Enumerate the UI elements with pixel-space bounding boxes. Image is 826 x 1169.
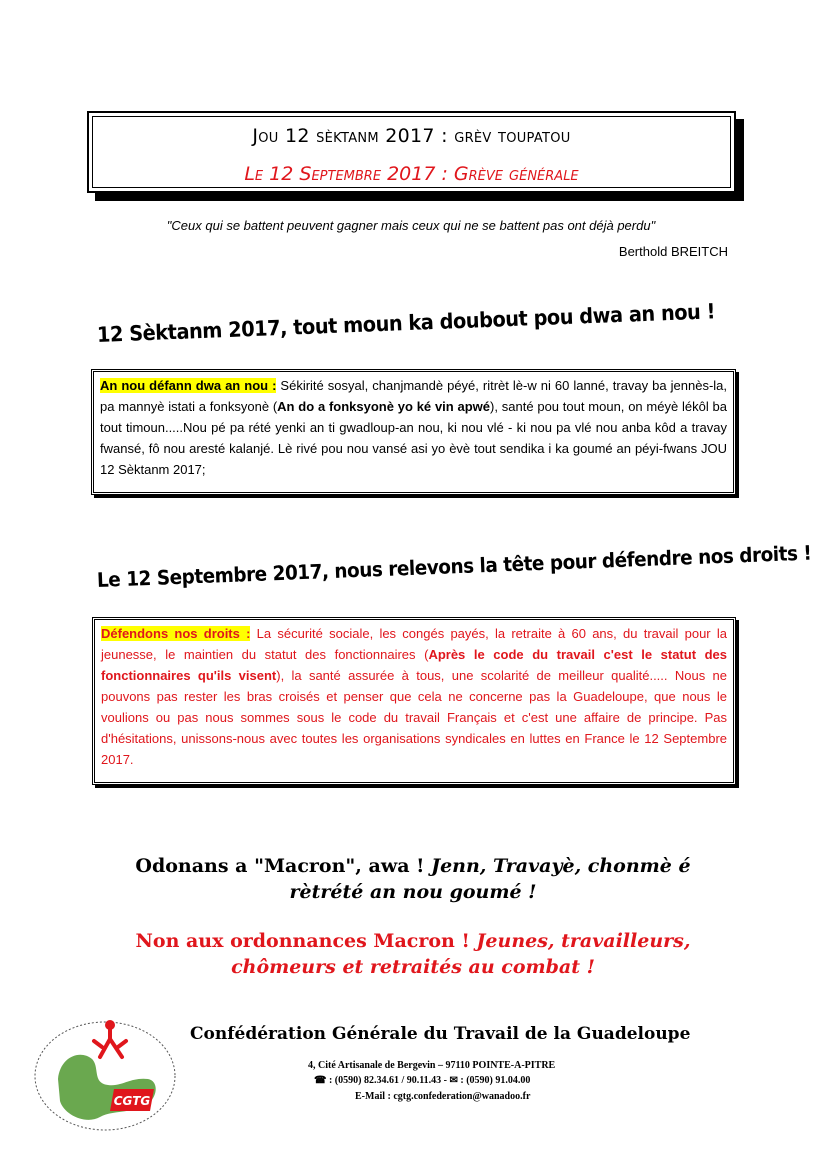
section1-text-a: Sékirité sosyal, chanjmandè péyé, ritrèt lè-w ni 60 lanné, travay ba jennès-la, pa mannyè istati a fonksyonè ( bbox=[100, 378, 728, 414]
section1-heading: 12 Sèktanm 2017, tout moun ka doubout pou dwa an nou ! bbox=[96, 299, 716, 347]
title-creole: Jou 12 sèktanm 2017 : grèv toupatou bbox=[252, 125, 571, 147]
quote-text: "Ceux qui se battent peuvent gagner mais ceux qui ne se battent pas ont déjà perdu" bbox=[166, 218, 656, 233]
section2-heading: Le 12 Septembre 2017, nous relevons la tête pour défendre nos droits ! bbox=[96, 540, 812, 592]
closing-slogan-creole bbox=[100, 853, 726, 905]
section2-text-a: La sécurité sociale, les congés payés, la retraite à 60 ans, du travail pour la jeunesse, le maintien du statut des fonctionnaires ( bbox=[101, 626, 727, 662]
quote-author: Berthold BREITCH bbox=[618, 244, 728, 259]
title-box-inner bbox=[92, 116, 731, 188]
section2-text-b: ), la santé assurée à tous, une scolarité de meilleur qualité..... Nous ne pouvons pas rester les bras croisés et penser que cela ne concerne pas la Guadeloupe, que nous le voulions ou pas nous sommes sous le code du travail Français et c'est une affaire de principe. Pas d'hésitations, unissons-nous avec toutes les organisations syndicales en luttes en France le 12 Septembre 2017. bbox=[101, 668, 727, 767]
org-address: 4, Cité Artisanale de Bergevin – 97110 POINTE-A-PITRE bbox=[308, 1060, 556, 1071]
section1-text-b: ), santé pou tout moun, on méyè lékôl ba tout timoun.....Nou pé pa rété yenki an ti gwadloup-an nou, ki nou vlé - ki nou pa vlé nou anba kôd a travay fwansé, fô nou aresté kalanjé. Lè rivé pou nou vansé asi yo èvè tout sendika i ka goumé an péyi-fwans JOU 12 Sèktanm 2017; bbox=[100, 399, 727, 477]
section2-box bbox=[92, 617, 736, 785]
title-box bbox=[87, 111, 736, 193]
closing-slogan-french bbox=[100, 928, 726, 980]
logo-figure-icon bbox=[94, 1029, 126, 1057]
closing2-normal: Non aux ordonnances Macron ! bbox=[135, 930, 477, 952]
org-name: Confédération Générale du Travail de la Guadeloupe bbox=[190, 1024, 691, 1044]
section2-bold: Après le code du travail c'est le statut des fonctionnaires qu'ils visent bbox=[101, 647, 728, 683]
org-email: E-Mail : cgtg.confederation@wanadoo.fr bbox=[355, 1091, 531, 1102]
section1-lead: An nou défann dwa an nou : bbox=[100, 378, 277, 393]
cgtg-logo bbox=[30, 1017, 180, 1135]
logo-figure-head bbox=[105, 1020, 115, 1030]
closing1-normal: Odonans a "Macron", awa ! bbox=[135, 855, 432, 877]
title-french: Le 12 Septembre 2017 : Grève générale bbox=[244, 163, 579, 185]
section1-bold: An do a fonksyonè yo ké vin apwé bbox=[277, 399, 491, 414]
section2-lead: Défendons nos droits : bbox=[101, 626, 251, 641]
section1-box bbox=[91, 369, 736, 495]
closing1-italic: Jenn, Travayè, chonmè é rètrété an nou goumé ! bbox=[289, 855, 691, 903]
section1-paragraph bbox=[94, 372, 733, 480]
org-phone: ☎ : (0590) 82.34.61 / 90.11.43 - ✉ : (0590) 91.04.00 bbox=[314, 1075, 531, 1086]
closing2-italic: Jeunes, travailleurs, chômeurs et retraités au combat ! bbox=[231, 930, 691, 978]
section2-paragraph bbox=[95, 620, 733, 770]
logo-text: CGTG bbox=[113, 1094, 151, 1108]
